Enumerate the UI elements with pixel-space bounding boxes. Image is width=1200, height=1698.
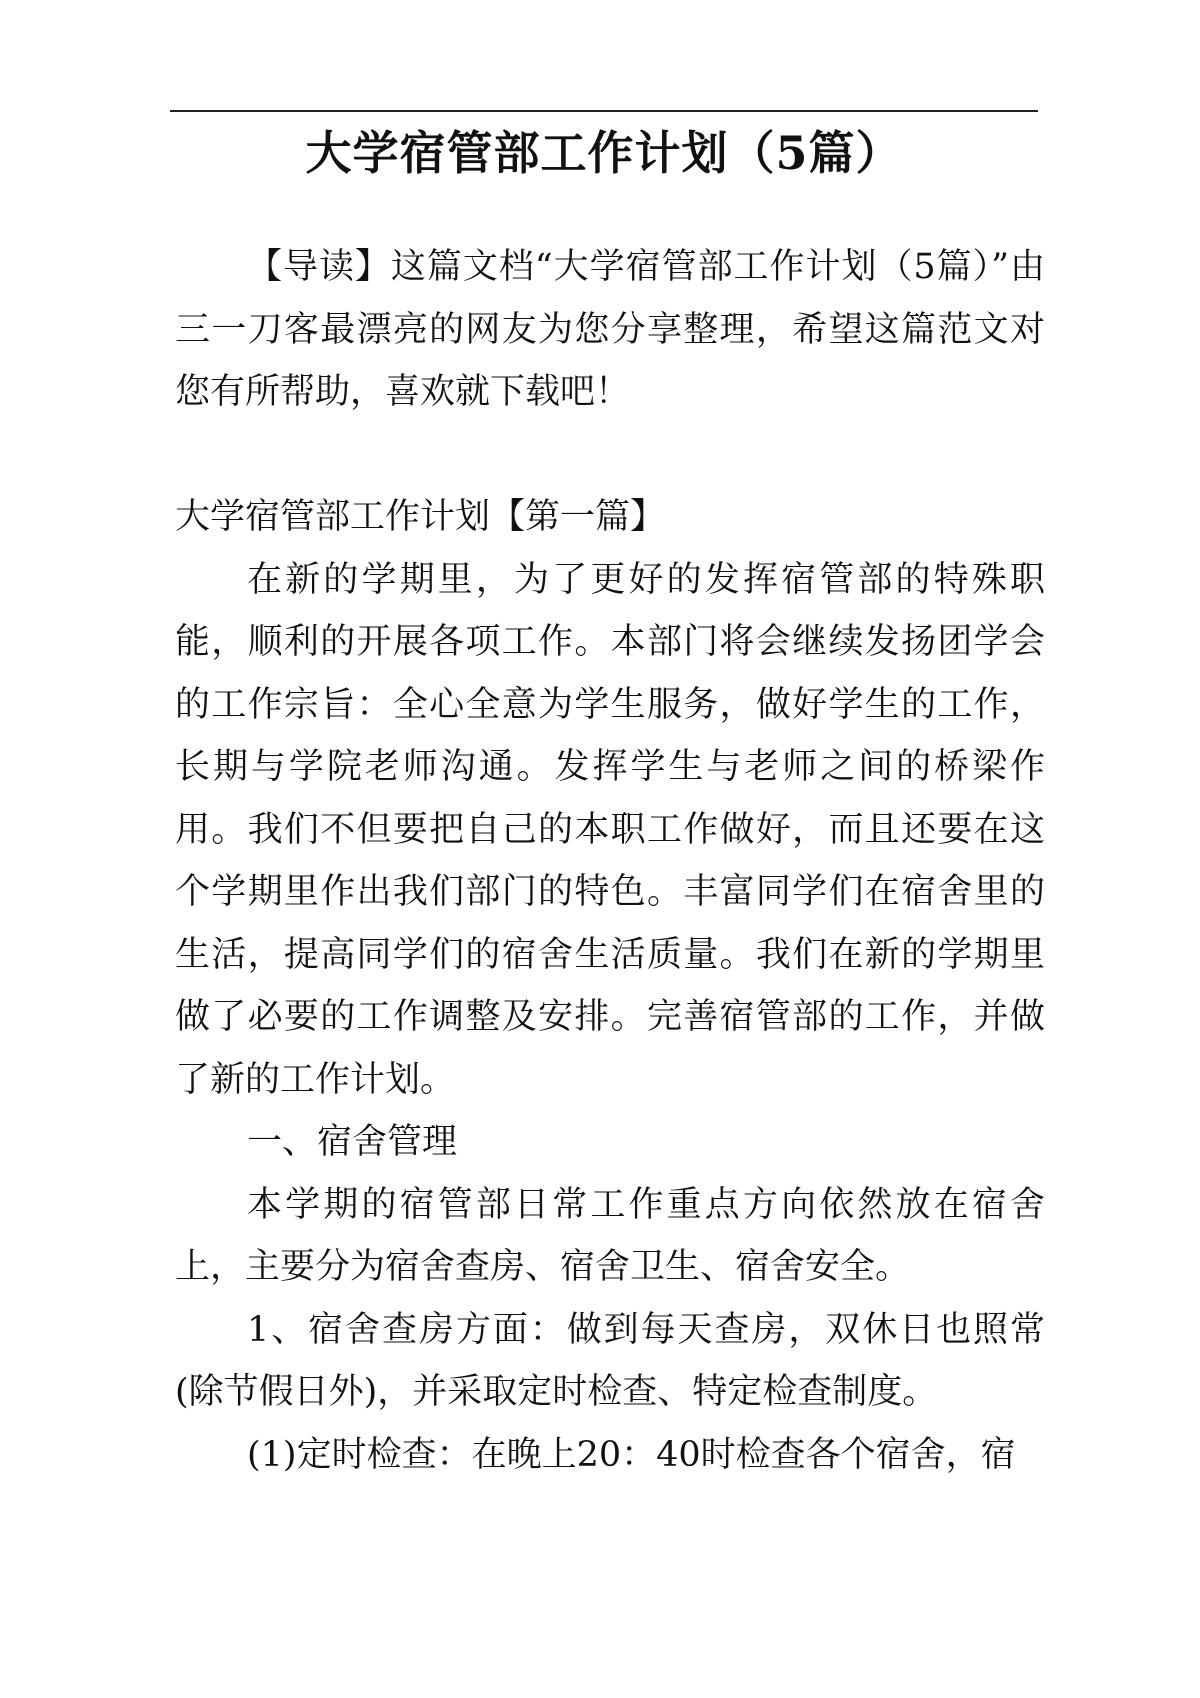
body-paragraph-2: 本学期的宿管部日常工作重点方向依然放在宿舍上，主要分为宿舍查房、宿舍卫生、宿舍安全。 [175, 1184, 1045, 1287]
document-body [175, 236, 1045, 1486]
subheading-dorm-management: 一、宿舍管理 [247, 1122, 458, 1162]
spacer [175, 424, 1045, 487]
body-paragraph-1: 在新的学期里，为了更好的发挥宿管部的特殊职能，顺利的开展各项工作。本部门将会继续发扬团学会的工作宗旨：全心全意为学生服务，做好学生的工作，长期与学院老师沟通。发挥学生与老师之间的桥梁作用。我们不但要把自己的本职工作做好，而且还要在这个学期里作出我们部门的特色。丰富同学们在宿舍里的生活，提高同学们的宿舍生活质量。我们在新的学期里做了必要的工作调整及安排。完善宿管部的工作，并做了新的工作计划。 [175, 559, 1045, 1100]
body-paragraph-3: 1、宿舍查房方面：做到每天查房，双休日也照常(除节假日外)，并采取定时检查、特定检查制度。 [175, 1309, 1045, 1412]
section-heading: 大学宿管部工作计划【第一篇】 [175, 497, 666, 537]
intro-paragraph: 【导读】这篇文档“大学宿管部工作计划（5篇）”由三一刀客最漂亮的网友为您分享整理，希望这篇范文对您有所帮助，喜欢就下载吧！ [175, 247, 1045, 412]
body-paragraph-4: (1)定时检查：在晚上20：40时检查各个宿舍，宿 [247, 1434, 1016, 1475]
header-rule [170, 110, 1038, 112]
document-title: 大学宿管部工作计划（5篇） [305, 126, 903, 180]
